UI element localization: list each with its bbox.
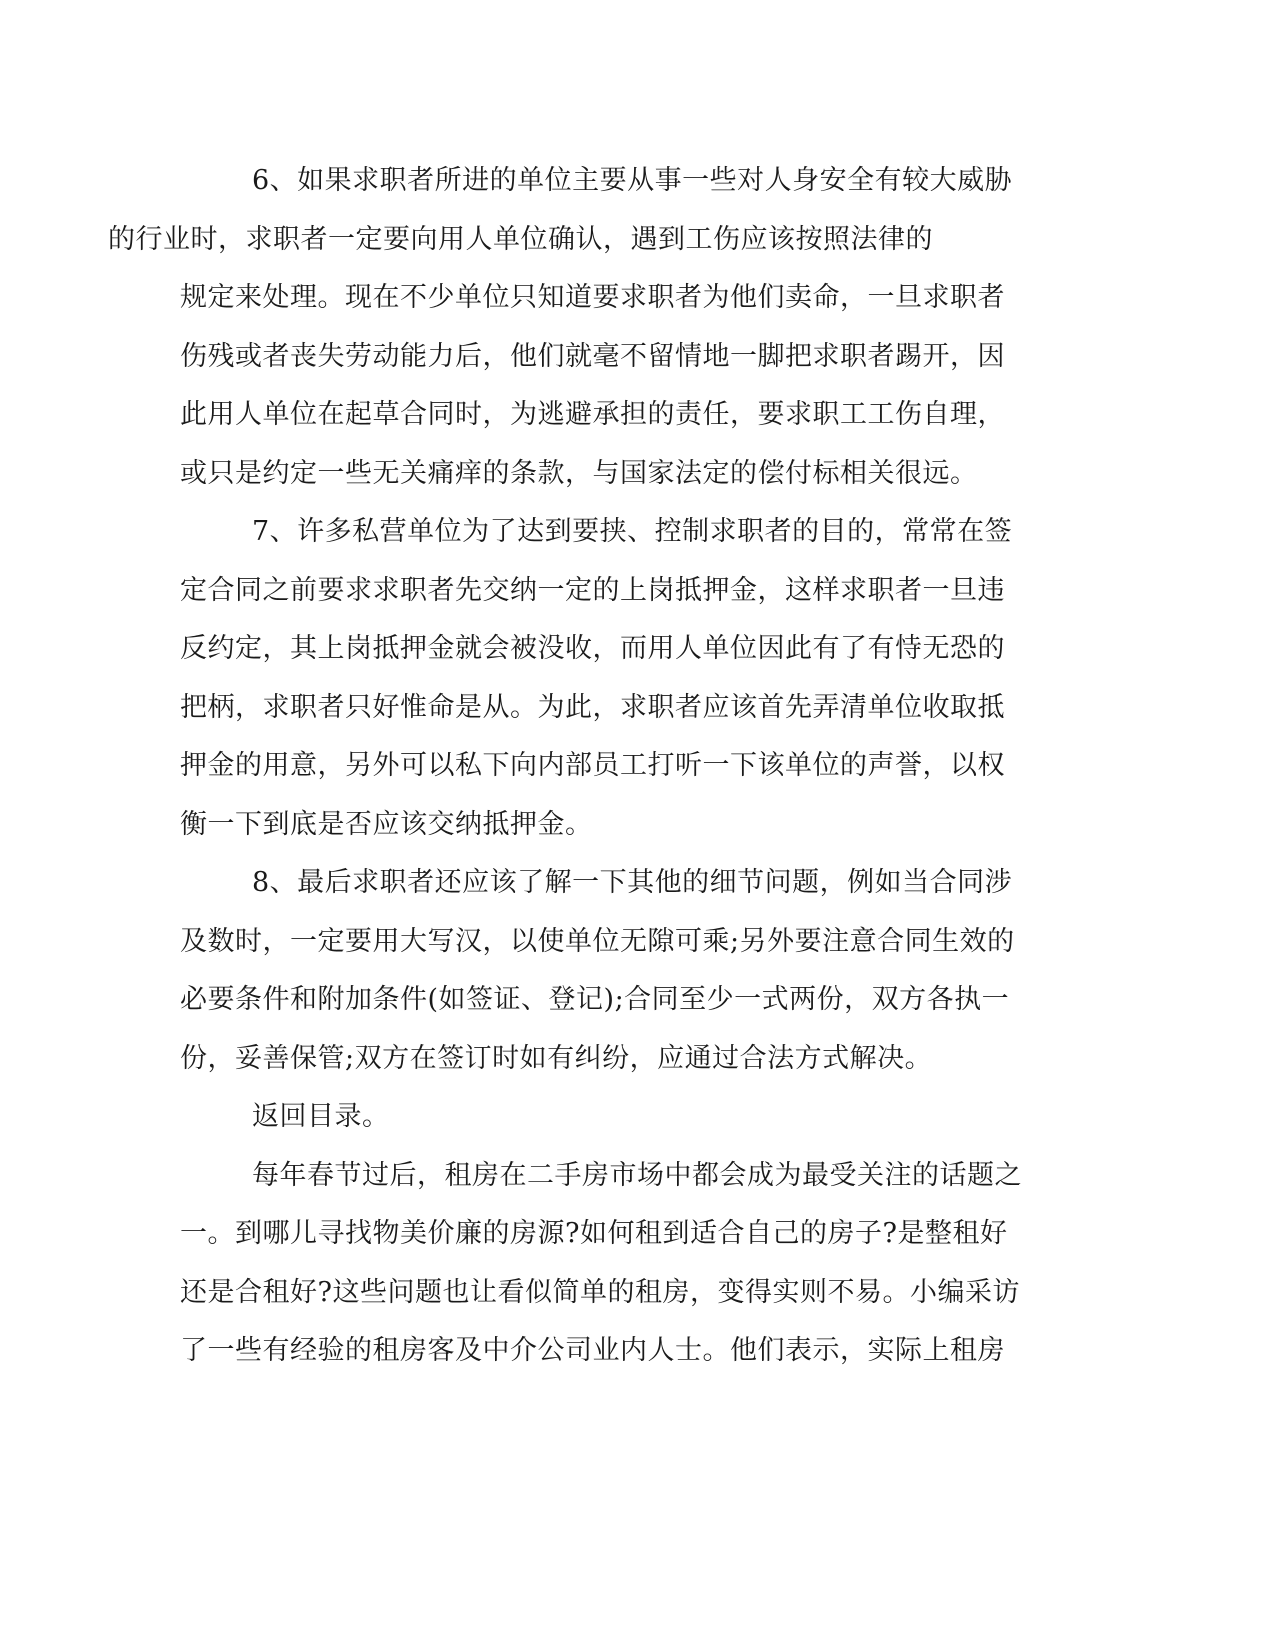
text-line: 了一些有经验的租房客及中介公司业内人士。他们表示，实际上租房 — [180, 1335, 1005, 1366]
text-line: 每年春节过后，租房在二手房市场中都会成为最受关注的话题之 — [252, 1159, 1022, 1191]
text-line: 份，妥善保管;双方在签订时如有纠纷，应通过合法方式解决。 — [180, 1042, 933, 1074]
document-body — [108, 152, 1030, 1381]
text-line: 还是合租好?这些问题也让看似简单的租房，变得实则不易。小编采访 — [180, 1276, 1020, 1308]
return-to-contents — [180, 1088, 1030, 1147]
text-line: 反约定，其上岗抵押金就会被没收，而用人单位因此有了有恃无恐的 — [180, 633, 1005, 664]
text-line: 规定来处理。现在不少单位只知道要求职者为他们卖命，一旦求职者 — [180, 282, 1005, 313]
paragraph-renting — [180, 1147, 1030, 1381]
text-line: 一。到哪儿寻找物美价廉的房源?如何租到适合自己的房子?是整租好 — [180, 1218, 1008, 1249]
text-line: 或只是约定一些无关痛痒的条款，与国家法定的偿付标相关很远。 — [180, 457, 978, 489]
text-line: 的行业时，求职者一定要向用人单位确认，遇到工伤应该按照法律的 — [108, 223, 933, 255]
text-line: 定合同之前要求求职者先交纳一定的上岗抵押金，这样求职者一旦违 — [180, 574, 1005, 606]
text-line: 6、如果求职者所进的单位主要从事一些对人身安全有较大威胁 — [252, 165, 1013, 196]
text-line: 衡一下到底是否应该交纳抵押金。 — [180, 808, 593, 840]
paragraph-item-8 — [180, 854, 1030, 1088]
paragraph-item-6 — [108, 152, 1030, 503]
text-line: 返回目录。 — [252, 1101, 390, 1132]
text-line: 必要条件和附加条件(如签证、登记);合同至少一式两份，双方各执一 — [180, 984, 1010, 1015]
paragraph-item-7 — [180, 503, 1030, 854]
text-line: 此用人单位在起草合同时，为逃避承担的责任，要求职工工伤自理， — [180, 399, 1005, 430]
text-line: 7、许多私营单位为了达到要挟、控制求职者的目的，常常在签 — [252, 516, 1013, 547]
text-line: 8、最后求职者还应该了解一下其他的细节问题，例如当合同涉 — [252, 867, 1013, 898]
text-line: 伤残或者丧失劳动能力后，他们就毫不留情地一脚把求职者踢开，因 — [180, 340, 1005, 372]
text-line: 押金的用意，另外可以私下向内部员工打听一下该单位的声誉，以权 — [180, 750, 1005, 781]
text-line: 及数时，一定要用大写汉，以使单位无隙可乘;另外要注意合同生效的 — [180, 925, 1015, 957]
text-line: 把柄，求职者只好惟命是从。为此，求职者应该首先弄清单位收取抵 — [180, 691, 1005, 723]
